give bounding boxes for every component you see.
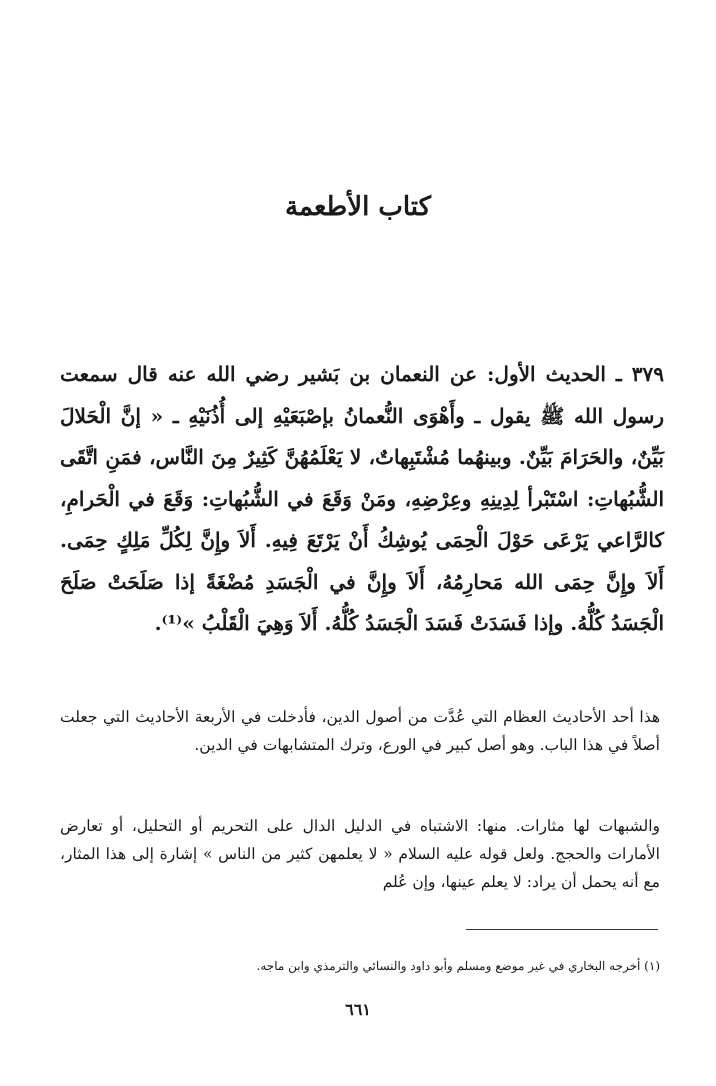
chapter-title: كتاب الأطعمة [285,192,431,222]
commentary-paragraph-2: والشبهات لها مثارات. منها: الاشتباه في الدليل الدال على التحريم أو التحليل، أو تعارض الأمارات والحجج. ولعل قوله عليه السلام « لا يعلمهن كثير من الناس » إشارة إلى هذا المثار، مع أنه يحمل أن يراد: لا يعلم عينها، وإن عُلم [60,817,660,891]
page-number: ٦٦١ [345,1000,371,1019]
commentary-paragraph-1: هذا أحد الأحاديث العظام التي عُدَّت من أصول الدين، فأدخلت في الأربعة الأحاديث التي جعلت أصلاً في هذا الباب. وهو أصل كبير في الورع، وترك المتشابهات في الدين. [60,708,660,754]
hadith-text: ٣٧٩ ـ الحديث الأول: عن النعمان بن بَشير رضي الله عنه قال سمعت رسول الله ﷺ يقول ـ وأَهْوَى النُّعمانُ بإصْبَعَيْهِ إلى أُذُنَيْهِ ـ « إنَّ الْحَلالَ بَيِّنٌ، والحَرَامَ بَيِّنٌ. وبينهُما مُشْتَبِهاتٌ، لا يَعْلَمُهُنَّ كَثِيرٌ مِنَ النَّاس، فمَنِ اتَّقَى الشُّبُهاتِ: اسْتَبْرأ لِدِينِهِ وعِرْضِهِ، ومَنْ وَقَعَ في الشُّبُهاتِ: وَقَعَ في الْحَرامِ، كالرَّاعي يَرْعَى حَوْلَ الْحِمَى يُوشِكُ أَنْ يَرْتَعَ فِيهِ. أَلاَ وإِنَّ لِكُلِّ مَلِكٍ حِمَى. أَلاَ وإِنَّ حِمَى الله مَحارِمُهُ، أَلاَ وإِنَّ في الْجَسَدِ مُضْغَةً إذا صَلَحَتْ صَلَحَ الْجَسَدُ كُلُّهُ. وإذا فَسَدَتْ فَسَدَ الْجَسَدُ كُلُّهُ. أَلاَ وَهِيَ الْقَلْبُ »⁽¹⁾. [60,362,664,635]
footnote-divider [466,929,658,930]
footnote: (١) أخرجه البخاري في غير موضع ومسلم وأبو داود والنسائي والترمذي وابن ماجه. [256,959,660,973]
